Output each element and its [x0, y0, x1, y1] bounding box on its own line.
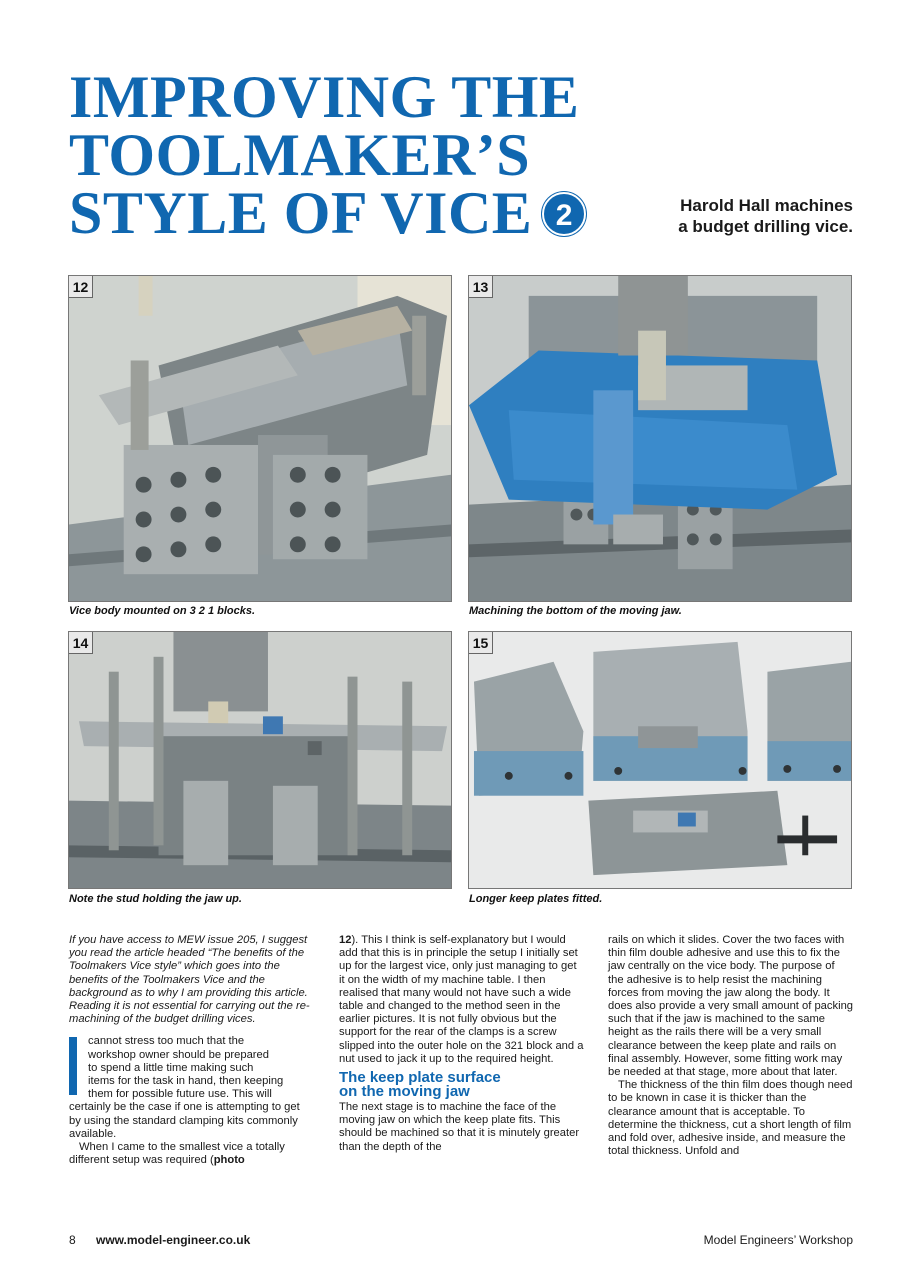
- dropcap-line-3: to spend a little time making such: [88, 1061, 254, 1074]
- photo-12-number: 12: [69, 276, 93, 298]
- title-line-2: TOOLMAKER’S: [69, 122, 531, 188]
- paragraph-smallest-vice: [69, 1141, 314, 1167]
- page-number: 8: [69, 1233, 76, 1247]
- body-column-2: [339, 934, 584, 1154]
- title-line-3-text: STYLE OF VICE: [69, 180, 533, 246]
- photo-15-image: [469, 632, 851, 888]
- photo-14-image: [69, 632, 451, 888]
- photo-14: [68, 631, 452, 889]
- byline-line-2: a budget drilling vice.: [678, 217, 853, 236]
- photo-15-caption: Longer keep plates fitted.: [469, 893, 603, 905]
- section-heading: [339, 1071, 584, 1099]
- section-heading-line-2: on the moving jaw: [339, 1083, 470, 1101]
- part-number-badge: 2: [542, 192, 586, 236]
- body-column-1: [69, 934, 314, 1167]
- paragraph-setup: [339, 934, 584, 1066]
- dropcap-continuation: certainly be the case if one is attempting to get by using the standard clamping kits commonly available.: [69, 1101, 300, 1140]
- photo-15-number: 15: [469, 632, 493, 654]
- photo-12-caption: Vice body mounted on 3 2 1 blocks.: [69, 605, 256, 617]
- byline-line-1: Harold Hall machines: [680, 196, 853, 215]
- photo-13-number: 13: [469, 276, 493, 298]
- paragraph-film-thickness: The thickness of the thin film does though need to be known in case it is thicker than the clearance amount that is acceptable. To determine the thickness, cut a short length of film and fold over, adhesive inside, and measure the total thickness. Unfold and: [608, 1079, 853, 1158]
- photo-reference: photo: [213, 1154, 245, 1167]
- photo-14-caption: Note the stud holding the jaw up.: [69, 893, 242, 905]
- byline: [633, 195, 853, 237]
- photo-13-caption: Machining the bottom of the moving jaw.: [469, 605, 682, 617]
- dropcap-paragraph: [69, 1035, 314, 1141]
- intro-paragraph: If you have access to MEW issue 205, I suggest you read the article headed “The benefits of the Toolmakers Vice style” which goes into the benefits of the Toolmakers Vice and the background as to why I am providing this article. Reading it is not essential for carrying out the re-machining of the budget drilling vices.: [69, 934, 310, 1026]
- section-heading-line-1: The keep plate surface: [339, 1069, 501, 1087]
- photo-12-image: [69, 276, 451, 601]
- website-url: www.model-engineer.co.uk: [96, 1233, 251, 1247]
- paragraph-rails: rails on which it slides. Cover the two faces with thin film double adhesive and use this to fix the jaw centrally on the vice body. The purpose of the adhesive is to help resist the machining forces from moving the jaw along the body. It does also provide a very small amount of packing such that if the jaw is machined to the same height as the rails there will be a very small clearance between the keep plate and rails on final assembly. However, some fitting work may be needed at that stage, more about that later.: [608, 934, 854, 1079]
- title-line-1: IMPROVING THE: [69, 64, 580, 130]
- dropcap-line-1: cannot stress too much that the: [88, 1035, 245, 1048]
- photo-14-number: 14: [69, 632, 93, 654]
- paragraph-keep-plate: The next stage is to machine the face of the moving jaw on which the keep plate fits. This should be machined so that it is minutely greater than the depth of the: [339, 1101, 580, 1153]
- photo-12: [68, 275, 452, 602]
- dropcap-line-5: them for possible future use. This will: [88, 1088, 272, 1101]
- article-title: [69, 64, 629, 246]
- magazine-name: Model Engineers’ Workshop: [703, 1233, 853, 1247]
- photo-reference-12: 12: [339, 934, 352, 946]
- photo-13: [468, 275, 852, 602]
- dropcap-line-4: items for the task in hand, then keeping: [88, 1075, 284, 1088]
- title-line-3: [69, 180, 629, 246]
- dropcap-line-2: workshop owner should be prepared: [88, 1048, 269, 1061]
- dropcap-letter-i: [69, 1037, 77, 1095]
- paragraph-smallest-vice-text: When I came to the smallest vice a totally different setup was required (: [69, 1141, 285, 1167]
- photo-15: [468, 631, 852, 889]
- body-column-3: [608, 934, 853, 1158]
- paragraph-setup-text: ). This I think is self-explanatory but I would add that this is in principle the setup I initially set up for the largest vice, only just managing to get it on the width of my machine table. I then realised that many would not have such a wide table and changed to the method seen in the earlier pictures. It is not fully obvious but the support for the rear of the clamps is a screw slipped into the outer hole on the 321 block and a nut used to jack it up to the required height.: [339, 934, 584, 1065]
- photo-13-image: [469, 276, 851, 601]
